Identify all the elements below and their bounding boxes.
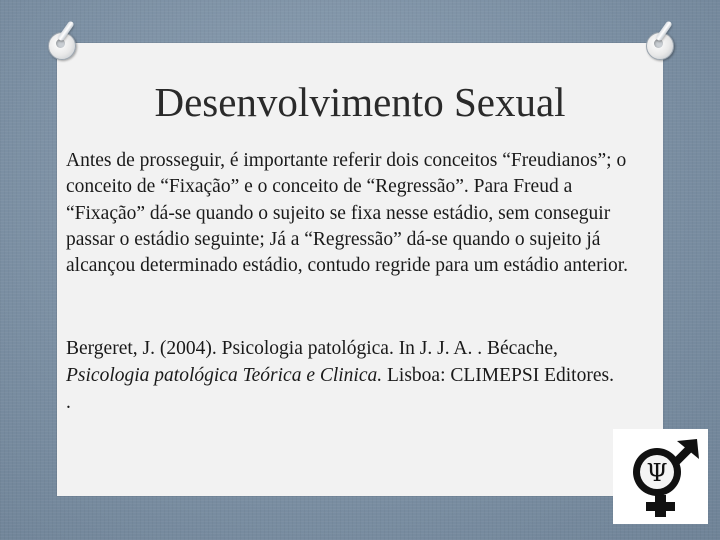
reference-trailing-dot: .	[66, 392, 71, 413]
reference-publisher: Lisboa: CLIMEPSI Editores.	[387, 365, 614, 386]
body-paragraph: Antes de prosseguir, é importante referir dois conceitos “Freudianos”; o conceito de “Fixação” e o conceito de “Regressão”. Para Freud a “Fixação” dá-se quando o sujeito se fixa nesse estádio, sem conseguir passar o estádio seguinte; Já a “Regressão” dá-se quando o sujeito já alcançou determinado estádio, contudo regride para um estádio anterior.	[66, 150, 629, 277]
reference	[66, 335, 646, 416]
reference-book-title: Psicologia patológica Teórica e Clinica.	[66, 365, 383, 386]
reference-authors: Bergeret, J. (2004). Psicologia patológica. In J. J. A. . Bécache,	[66, 338, 558, 359]
psi-gender-symbol-icon	[613, 429, 708, 524]
slide-title: Desenvolvimento Sexual	[154, 79, 566, 125]
psi-glyph: Ψ	[646, 459, 668, 487]
